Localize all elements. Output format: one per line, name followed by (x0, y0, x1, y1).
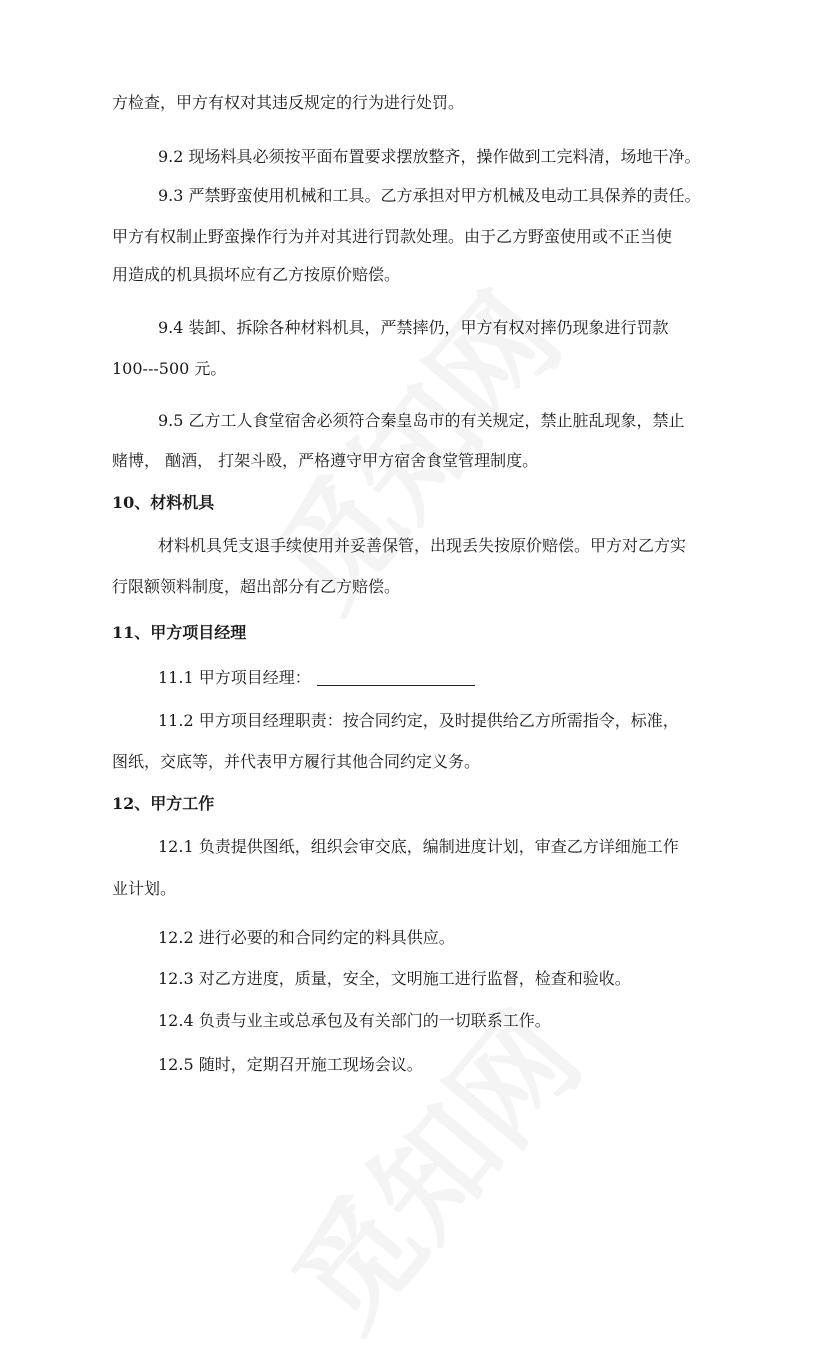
section-heading-11: 11、甲方项目经理 (112, 623, 247, 642)
paragraph-line: 行限额领料制度，超出部分有乙方赔偿。 (112, 577, 401, 596)
clause-9-3: 9.3 严禁野蛮使用机械和工具。乙方承担对甲方机械及电动工具保养的责任。 (158, 186, 701, 205)
section-heading-12: 12、甲方工作 (112, 794, 215, 813)
paragraph-line: 材料机具凭支退手续使用并妥善保管，出现丢失按原价赔偿。甲方对乙方实 (158, 536, 687, 555)
paragraph-line: 赌博， 酗酒， 打架斗殴，严格遵守甲方宿舍食堂管理制度。 (112, 451, 539, 470)
clause-11-1 (158, 668, 475, 688)
clause-9-2: 9.2 现场料具必须按平面布置要求摆放整齐，操作做到工完料清，场地干净。 (158, 147, 701, 166)
clause-label: 11.1 甲方项目经理： (158, 668, 311, 687)
paragraph-line: 方检查，甲方有权对其违反规定的行为进行处罚。 (112, 93, 465, 112)
clause-12-5: 12.5 随时，定期召开施工现场会议。 (158, 1055, 423, 1074)
clause-12-4: 12.4 负责与业主或总承包及有关部门的一切联系工作。 (158, 1011, 551, 1030)
clause-11-2: 11.2 甲方项目经理职责：按合同约定，及时提供给乙方所需指令，标准， (158, 711, 679, 730)
clause-12-2: 12.2 进行必要的和合同约定的料具供应。 (158, 928, 455, 947)
section-heading-10: 10、材料机具 (112, 493, 215, 512)
clause-9-5: 9.5 乙方工人食堂宿舍必须符合秦皇岛市的有关规定，禁止脏乱现象，禁止 (158, 411, 685, 430)
blank-field-line (317, 671, 475, 686)
paragraph-line: 业计划。 (112, 879, 177, 898)
clause-12-3: 12.3 对乙方进度，质量，安全，文明施工进行监督，检查和验收。 (158, 969, 631, 988)
paragraph-line: 100---500 元。 (112, 359, 227, 378)
paragraph-line: 用造成的机具损坏应有乙方按原价赔偿。 (112, 265, 401, 284)
clause-9-4: 9.4 装卸、拆除各种材料机具，严禁摔仍，甲方有权对摔仍现象进行罚款 (158, 318, 669, 337)
paragraph-line: 图纸，交底等，并代表甲方履行其他合同约定义务。 (112, 752, 481, 771)
clause-12-1: 12.1 负责提供图纸，组织会审交底，编制进度计划，审查乙方详细施工作 (158, 837, 679, 856)
paragraph-line: 甲方有权制止野蛮操作行为并对其进行罚款处理。由于乙方野蛮使用或不正当使 (112, 227, 673, 246)
